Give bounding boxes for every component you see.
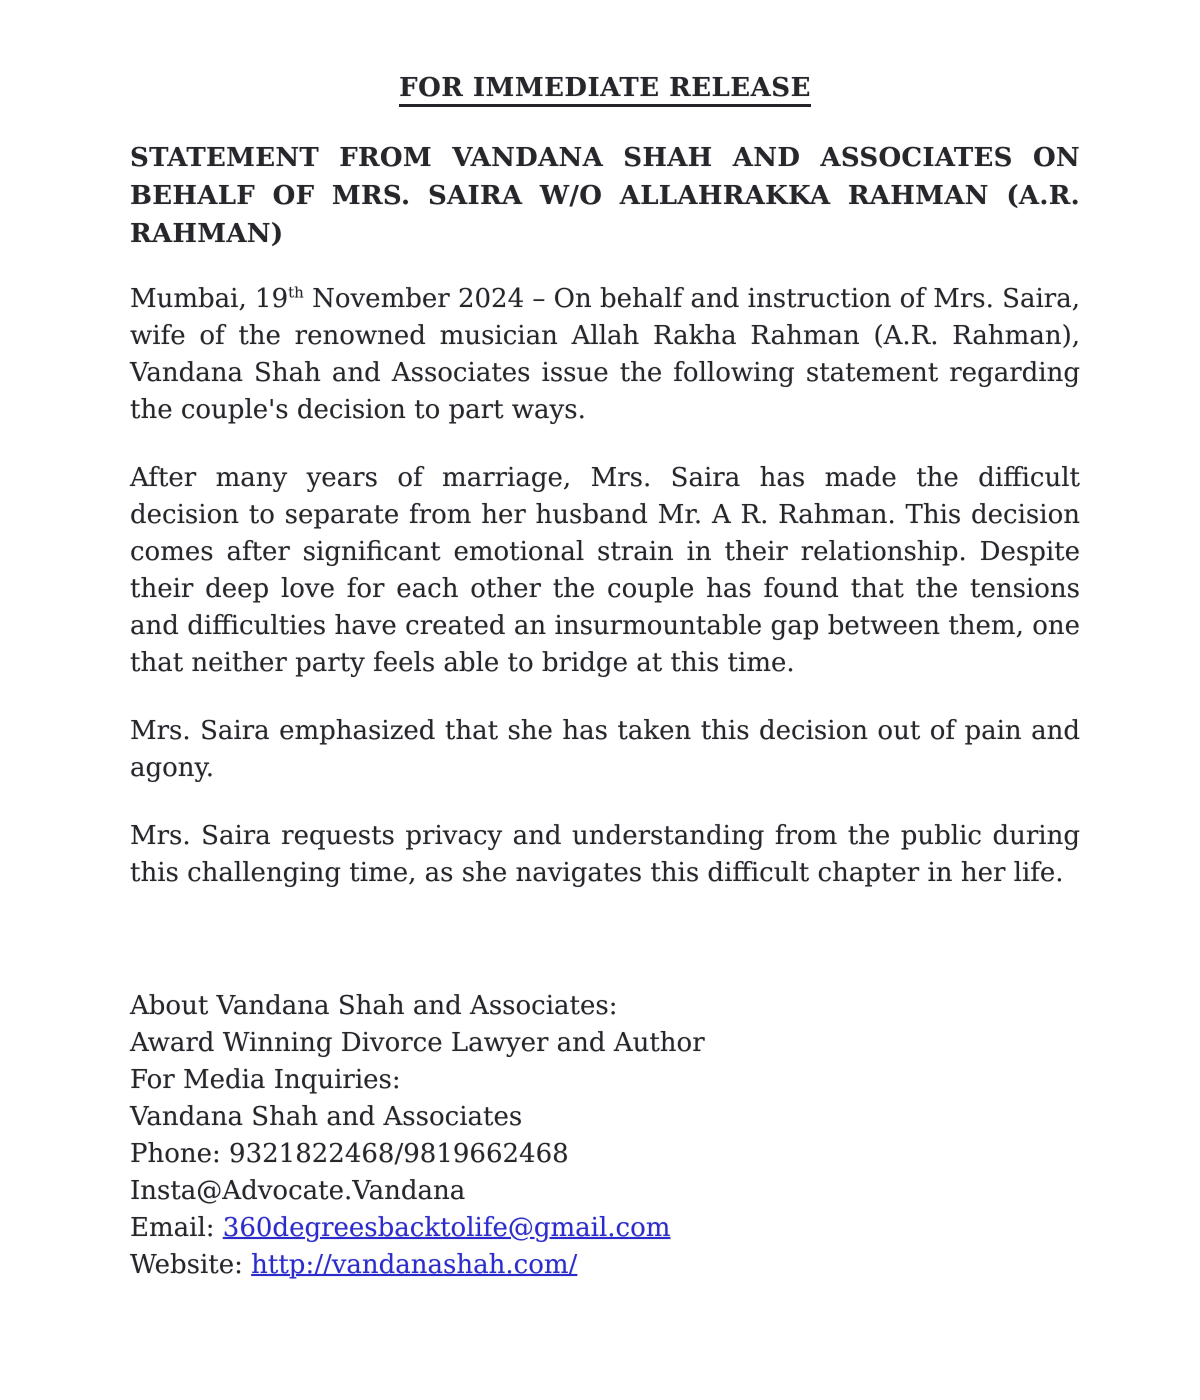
release-title-text: FOR IMMEDIATE RELEASE bbox=[399, 73, 811, 107]
body-paragraph-emphasis: Mrs. Saira emphasized that she has taken this decision out of pain and agony. bbox=[130, 716, 1080, 783]
website-link[interactable]: http://vandanashah.com/ bbox=[251, 1250, 578, 1280]
press-release-document bbox=[130, 70, 1080, 1284]
contact-firm-name-line: Vandana Shah and Associates bbox=[130, 1102, 523, 1132]
contact-website-line bbox=[130, 1247, 1080, 1284]
dateline-ordinal: th bbox=[288, 283, 304, 302]
website-label: Website: bbox=[130, 1250, 252, 1280]
body-paragraph-separation: After many years of marriage, Mrs. Saira has made the difficult decision to separate from her husband Mr. A R. Rahman. This decision comes after significant emotional strain in their relationship. Despite their deep love for each other the couple has found that the tensions and difficulties have created an insurmountable gap between them, one that neither party feels able to bridge at this time. bbox=[130, 463, 1080, 678]
body-paragraph-privacy: Mrs. Saira requests privacy and understanding from the public during this challenging time, as she navigates this difficult chapter in her life. bbox=[130, 821, 1080, 888]
email-label: Email: bbox=[130, 1213, 223, 1243]
contact-phone-line: Phone: 9321822468/9819662468 bbox=[130, 1139, 569, 1169]
contact-about-line: About Vandana Shah and Associates: bbox=[130, 991, 618, 1021]
email-link[interactable]: 360degreesbacktolife@gmail.com bbox=[222, 1213, 671, 1243]
contact-block bbox=[130, 988, 1080, 1284]
release-title bbox=[130, 70, 1080, 107]
dateline-rest: November 2024 – On behalf and instruction of Mrs. Saira, wife of the renowned musician Allah Rakha Rahman (A.R. Rahman), Vandana Shah and Associates issue the following statement regarding the couple's decision to part ways. bbox=[130, 284, 1080, 425]
statement-heading: STATEMENT FROM VANDANA SHAH AND ASSOCIATES ON BEHALF OF MRS. SAIRA W/O ALLAHRAKKA RAHMAN (A.R. RAHMAN) bbox=[130, 143, 1080, 249]
contact-email-line bbox=[130, 1210, 1080, 1247]
dateline-paragraph bbox=[130, 281, 1080, 429]
contact-tagline-line: Award Winning Divorce Lawyer and Author bbox=[130, 1028, 705, 1058]
contact-media-inquiries-line: For Media Inquiries: bbox=[130, 1065, 401, 1095]
contact-instagram-line: Insta@Advocate.Vandana bbox=[130, 1176, 466, 1206]
dateline-prefix: Mumbai, 19 bbox=[130, 284, 289, 314]
